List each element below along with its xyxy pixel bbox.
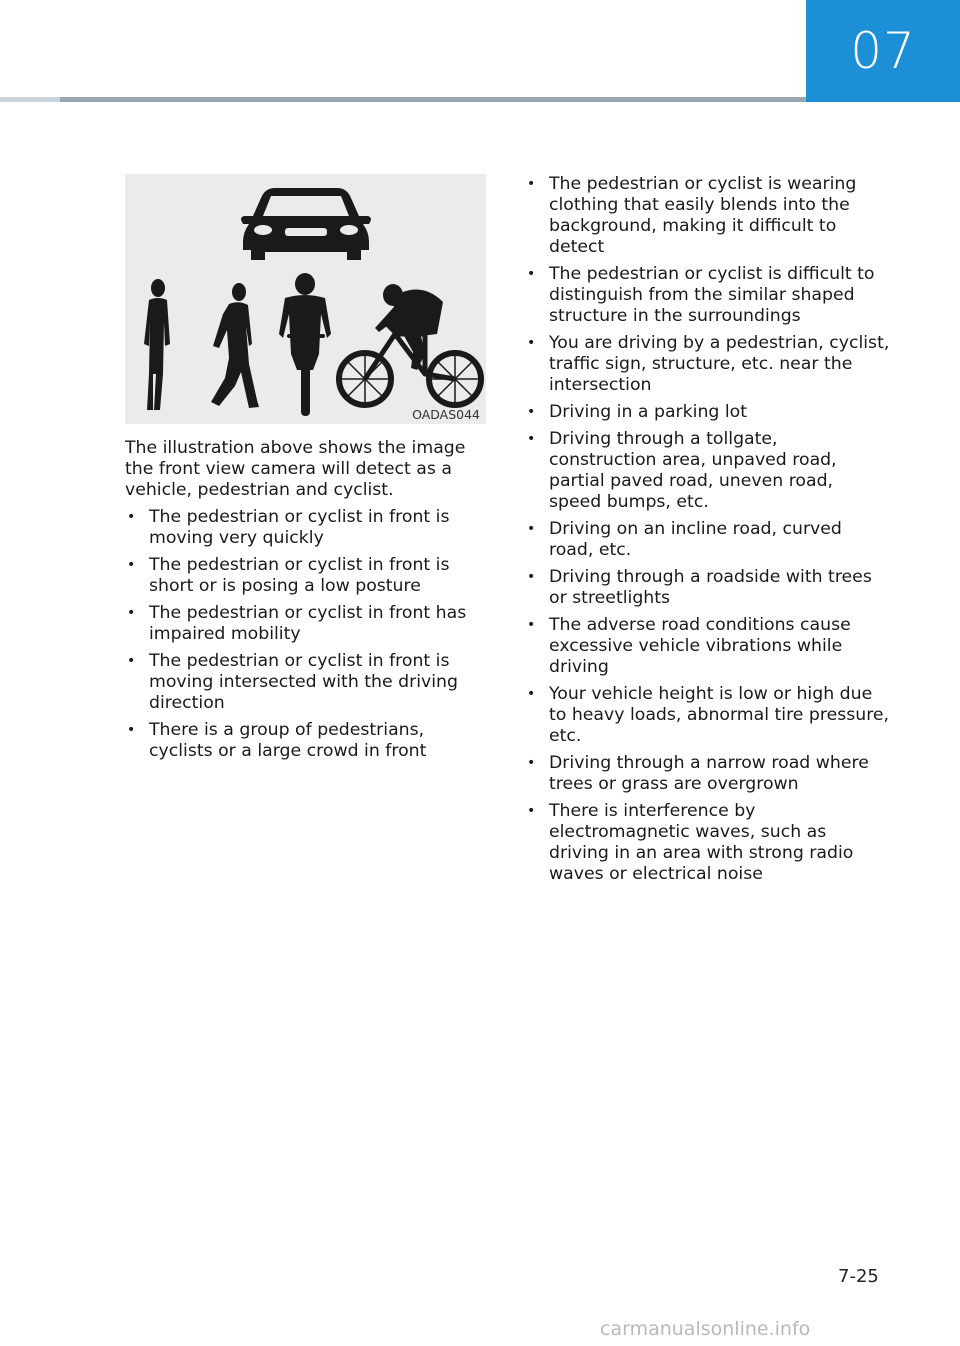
list-item: • Driving in a parking lot bbox=[525, 402, 890, 423]
car-silhouette bbox=[241, 188, 371, 260]
chapter-tab bbox=[806, 0, 960, 102]
detection-illustration bbox=[125, 174, 486, 424]
list-item: • Driving through a narrow road where trees or grass are overgrown bbox=[525, 753, 890, 795]
header-rule bbox=[0, 97, 806, 102]
front-cyclist-silhouette bbox=[279, 273, 331, 416]
walking-pedestrian-silhouette bbox=[211, 283, 259, 408]
left-column bbox=[125, 438, 485, 768]
list-item: • Driving on an incline road, curved road, etc. bbox=[525, 519, 890, 561]
list-item: • Driving through a roadside with trees or streetlights bbox=[525, 567, 890, 609]
list-item: • The pedestrian or cyclist in front has impaired mobility bbox=[125, 603, 485, 645]
side-cyclist-silhouette bbox=[339, 284, 481, 405]
list-item: • There is a group of pedestrians, cyclists or a large crowd in front bbox=[125, 720, 485, 762]
page-number: 7-25 bbox=[838, 1266, 879, 1287]
list-item: • The pedestrian or cyclist is difficult to distinguish from the similar shaped structure in the surroundings bbox=[525, 264, 890, 327]
detection-silhouettes-illustration bbox=[125, 174, 486, 424]
list-item: • The adverse road conditions cause excessive vehicle vibrations while driving bbox=[525, 615, 890, 678]
list-item: • The pedestrian or cyclist in front is moving very quickly bbox=[125, 507, 485, 549]
list-item: • The pedestrian or cyclist is wearing clothing that easily blends into the background, making it difficult to detect bbox=[525, 174, 890, 258]
intro-paragraph: The illustration above shows the image the front view camera will detect as a vehicle, pedestrian and cyclist. bbox=[125, 438, 466, 500]
list-item: • You are driving by a pedestrian, cyclist, traffic sign, structure, etc. near the intersection bbox=[525, 333, 890, 396]
list-item: • There is interference by electromagnetic waves, such as driving in an area with strong radio waves or electrical noise bbox=[525, 801, 890, 885]
list-item: • Your vehicle height is low or high due to heavy loads, abnormal tire pressure, etc. bbox=[525, 684, 890, 747]
left-bullet-list bbox=[125, 507, 485, 762]
standing-pedestrian-silhouette bbox=[144, 279, 170, 410]
right-bullet-list bbox=[525, 174, 890, 885]
right-column bbox=[525, 174, 890, 891]
figure-code: OADAS044 bbox=[412, 407, 480, 422]
list-item: • Driving through a tollgate, construction area, unpaved road, partial paved road, uneven road, speed bumps, etc. bbox=[525, 429, 890, 513]
list-item: • The pedestrian or cyclist in front is moving intersected with the driving direction bbox=[125, 651, 485, 714]
header-rule-accent bbox=[0, 97, 60, 102]
chapter-number: 07 bbox=[850, 22, 916, 80]
list-item: • The pedestrian or cyclist in front is short or is posing a low posture bbox=[125, 555, 485, 597]
watermark: carmanualsonline.info bbox=[600, 1318, 811, 1340]
